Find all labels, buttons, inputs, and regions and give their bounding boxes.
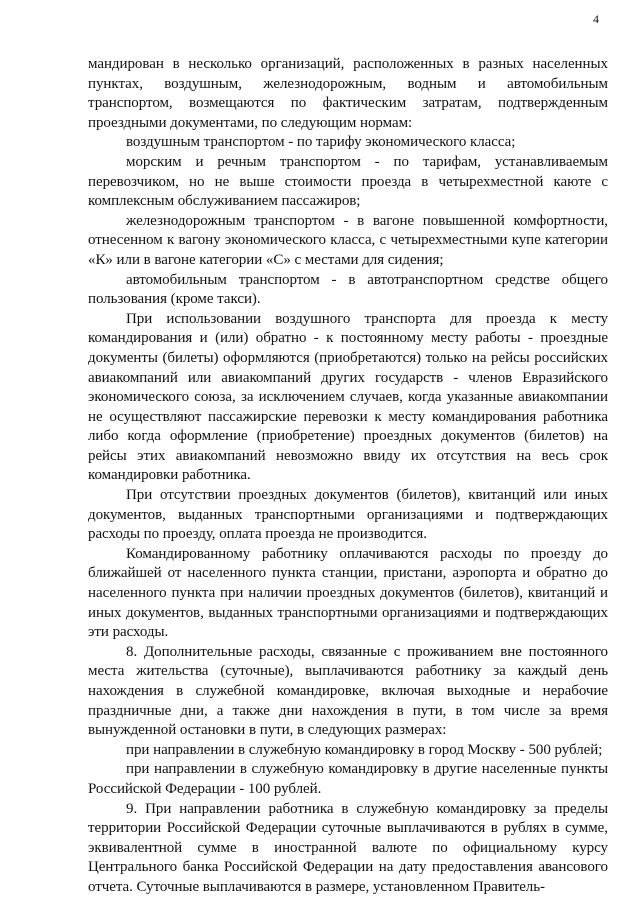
paragraph-other-rate: при направлении в служебную командировку в другие населенные пункты Российской Федерации - 100 рублей. bbox=[88, 761, 608, 797]
paragraph-section-8: 8. Дополнительные расходы, связанные с проживанием вне постоянного места жительства (суточные), выплачиваются работнику за каждый день нахождения в служебной командировке, включая выходные и нерабочие праздничные дни, а также дни нахождения в пути, в том числе за время вынужденной остановки в пути, в следующих размерах: bbox=[88, 643, 608, 739]
paragraph-air-carriers: При использовании воздушного транспорта для проезда к месту командирования и (или) обратно - к постоянному месту работы - проездные документы (билеты) оформляются (приобретаются) только на рейсы российских авиакомпаний или авиакомпаний других государств - членов Евразийского экономического союза, за исключением случаев, когда указанные авиакомпании не осуществляют пассажирские перевозки к месту командирования работника либо когда оформление (приобретение) проездных документов (билетов) на рейсы этих авиакомпаний невозможно ввиду их отсутствия на весь срок командировки работника. bbox=[88, 310, 608, 484]
page-number: 4 bbox=[593, 12, 599, 26]
document-body bbox=[88, 55, 608, 898]
paragraph-section-9: 9. При направлении работника в служебную командировку за пределы территории Российской Федерации суточные выплачиваются в рублях в сумме, эквивалентной сумме в иностранной валюте по официальному курсу Центрального банка Российской Федерации на дату предоставления авансового отчета. Суточные выплачиваются в размере, установленном Правитель- bbox=[88, 800, 608, 895]
paragraph-no-documents: При отсутствии проездных документов (билетов), квитанций или иных документов, выданных транспортными организациями и подтверждающих расходы по проезду, оплата проезда не производится. bbox=[88, 487, 608, 543]
paragraph-road-transport: автомобильным транспортом - в автотранспортном средстве общего пользования (кроме такси). bbox=[88, 271, 608, 308]
paragraph-sea-river-transport: морским и речным транспортом - по тарифам, устанавливаемым перевозчиком, но не выше стоимости проезда в четырехместной каюте с комплексным обслуживанием пассажиров; bbox=[88, 153, 608, 210]
paragraph-continuation: мандирован в несколько организаций, расположенных в разных населенных пунктах, воздушным, железнодорожным, водным и автомобильным транспортом, возмещаются по фактическим затратам, подтвержденным проездными документами, по следующим нормам: bbox=[88, 56, 608, 131]
paragraph-nearest-station: Командированному работнику оплачиваются расходы по проезду до ближайшей от населенного пункта станции, пристани, аэропорта и обратно до населенного пункта при наличии проездных документов (билетов), квитанций и иных документов, выданных транспортными организациями и подтверждающих эти расходы. bbox=[88, 545, 608, 641]
paragraph-rail-transport: железнодорожным транспортом - в вагоне повышенной комфортности, отнесенном к вагону экономического класса, с четырехместными купе категории «К» или в вагоне категории «С» с местами для сидения; bbox=[88, 212, 608, 268]
paragraph-moscow-rate: при направлении в служебную командировку в город Москву - 500 рублей; bbox=[126, 741, 603, 758]
paragraph-air-transport: воздушным транспортом - по тарифу экономического класса; bbox=[126, 134, 516, 151]
